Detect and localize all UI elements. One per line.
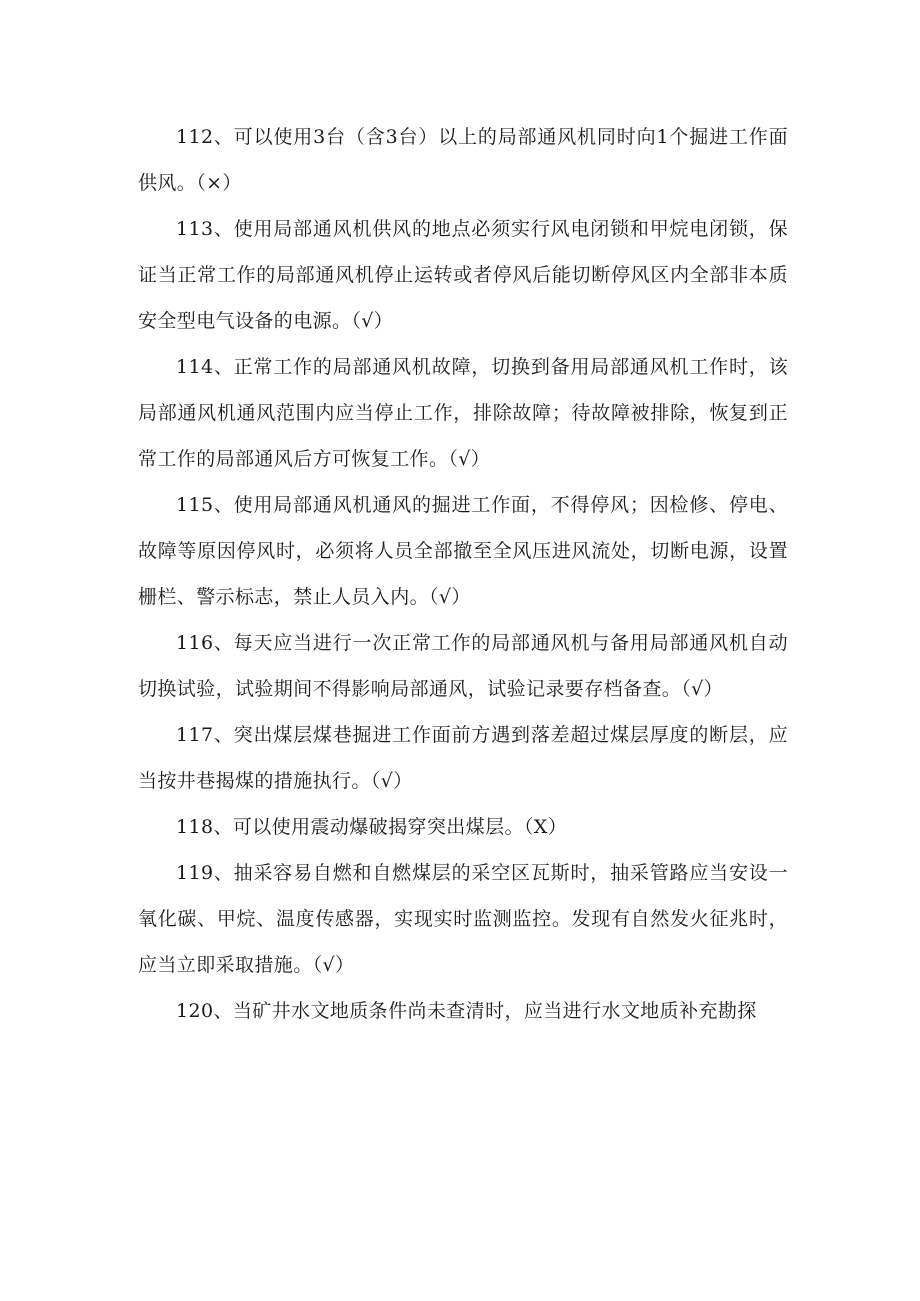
question-120: 120、当矿井水文地质条件尚未查清时，应当进行水文地质补充勘探 [176,1000,757,1022]
question-list [138,114,788,1034]
question-113: 113、使用局部通风机供风的地点必须实行风电闭锁和甲烷电闭锁，保证当正常工作的局部通风机停止运转或者停风后能切断停风区内全部非本质安全型电气设备的电源。（√） [138,218,788,332]
question-114: 114、正常工作的局部通风机故障，切换到备用局部通风机工作时，该局部通风机通风范围内应当停止工作，排除故障；待故障被排除，恢复到正常工作的局部通风后方可恢复工作。（√） [138,356,788,470]
question-115: 115、使用局部通风机通风的掘进工作面，不得停风；因检修、停电、故障等原因停风时，必须将人员全部撤至全风压进风流处，切断电源，设置栅栏、警示标志，禁止人员入内。（√） [138,494,788,608]
question-118: 118、可以使用震动爆破揭穿突出煤层。（X） [176,816,568,838]
question-112: 112、可以使用3台（含3台）以上的局部通风机同时向1个掘进工作面供风。（×） [138,126,788,194]
question-116: 116、每天应当进行一次正常工作的局部通风机与备用局部通风机自动切换试验，试验期间不得影响局部通风，试验记录要存档备查。（√） [138,632,788,700]
question-117: 117、突出煤层煤巷掘进工作面前方遇到落差超过煤层厚度的断层，应当按井巷揭煤的措施执行。（√） [138,724,788,792]
question-119: 119、抽采容易自燃和自燃煤层的采空区瓦斯时，抽采管路应当安设一氧化碳、甲烷、温度传感器，实现实时监测监控。发现有自然发火征兆时，应当立即采取措施。（√） [138,862,788,976]
